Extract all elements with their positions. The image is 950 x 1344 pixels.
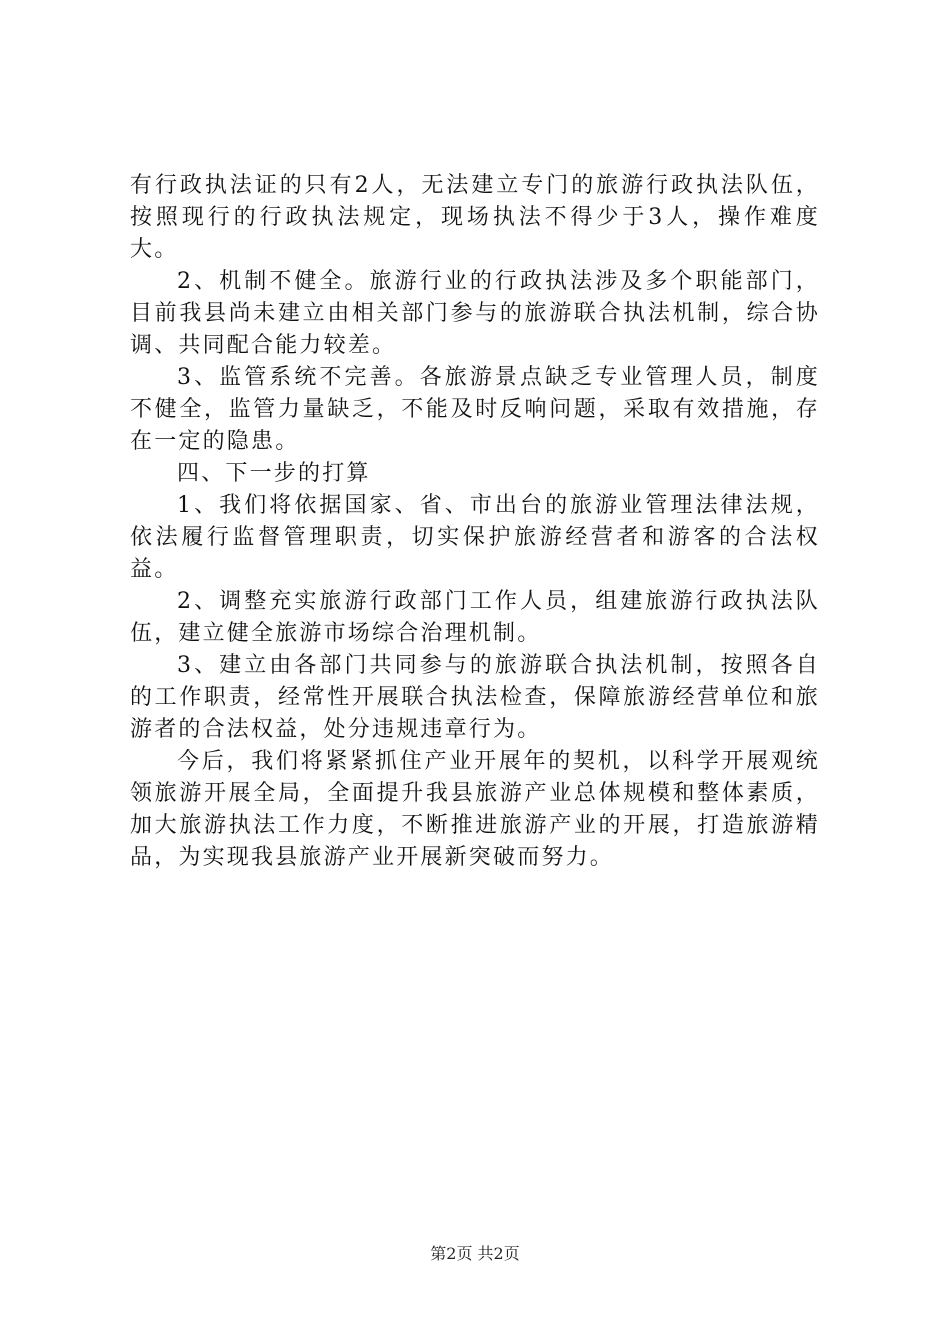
section-heading-next-steps: 四、下一步的打算 — [177, 461, 371, 486]
paragraph-conclusion: 今后，我们将紧紧抓住产业开展年的契机，以科学开展观统领旅游开展全局，全面提升我县旅游产业总体规模和整体素质，加大旅游执法工作力度，不断推进旅游产业的开展，打造旅游精品，为实现我县旅游产业开展新突破而努力。 — [130, 749, 820, 870]
document-body — [130, 170, 820, 874]
paragraph-plan-1: 1、我们将依据国家、省、市出台的旅游业管理法律法规，依法履行监督管理职责，切实保护旅游经营者和游客的合法权益。 — [130, 493, 820, 582]
paragraph-mechanism-issue: 2、机制不健全。旅游行业的行政执法涉及多个职能部门，目前我县尚未建立由相关部门参与的旅游联合执法机制，综合协调、共同配合能力较差。 — [130, 269, 820, 358]
paragraph-plan-2: 2、调整充实旅游行政部门工作人员，组建旅游行政执法队伍，建立健全旅游市场综合治理机制。 — [130, 589, 820, 646]
paragraph-staffing-shortage: 有行政执法证的只有2人，无法建立专门的旅游行政执法队伍，按照现行的行政执法规定，现场执法不得少于3人，操作难度大。 — [130, 173, 820, 262]
paragraph-supervision-issue: 3、监管系统不完善。各旅游景点缺乏专业管理人员，制度不健全，监管力量缺乏，不能及时反响问题，采取有效措施，存在一定的隐患。 — [130, 365, 820, 454]
paragraph-plan-3: 3、建立由各部门共同参与的旅游联合执法机制，按照各自的工作职责，经常性开展联合执法检查，保障旅游经营单位和旅游者的合法权益，处分违规违章行为。 — [130, 653, 820, 742]
page-footer: 第2页 共2页 — [430, 1244, 520, 1263]
